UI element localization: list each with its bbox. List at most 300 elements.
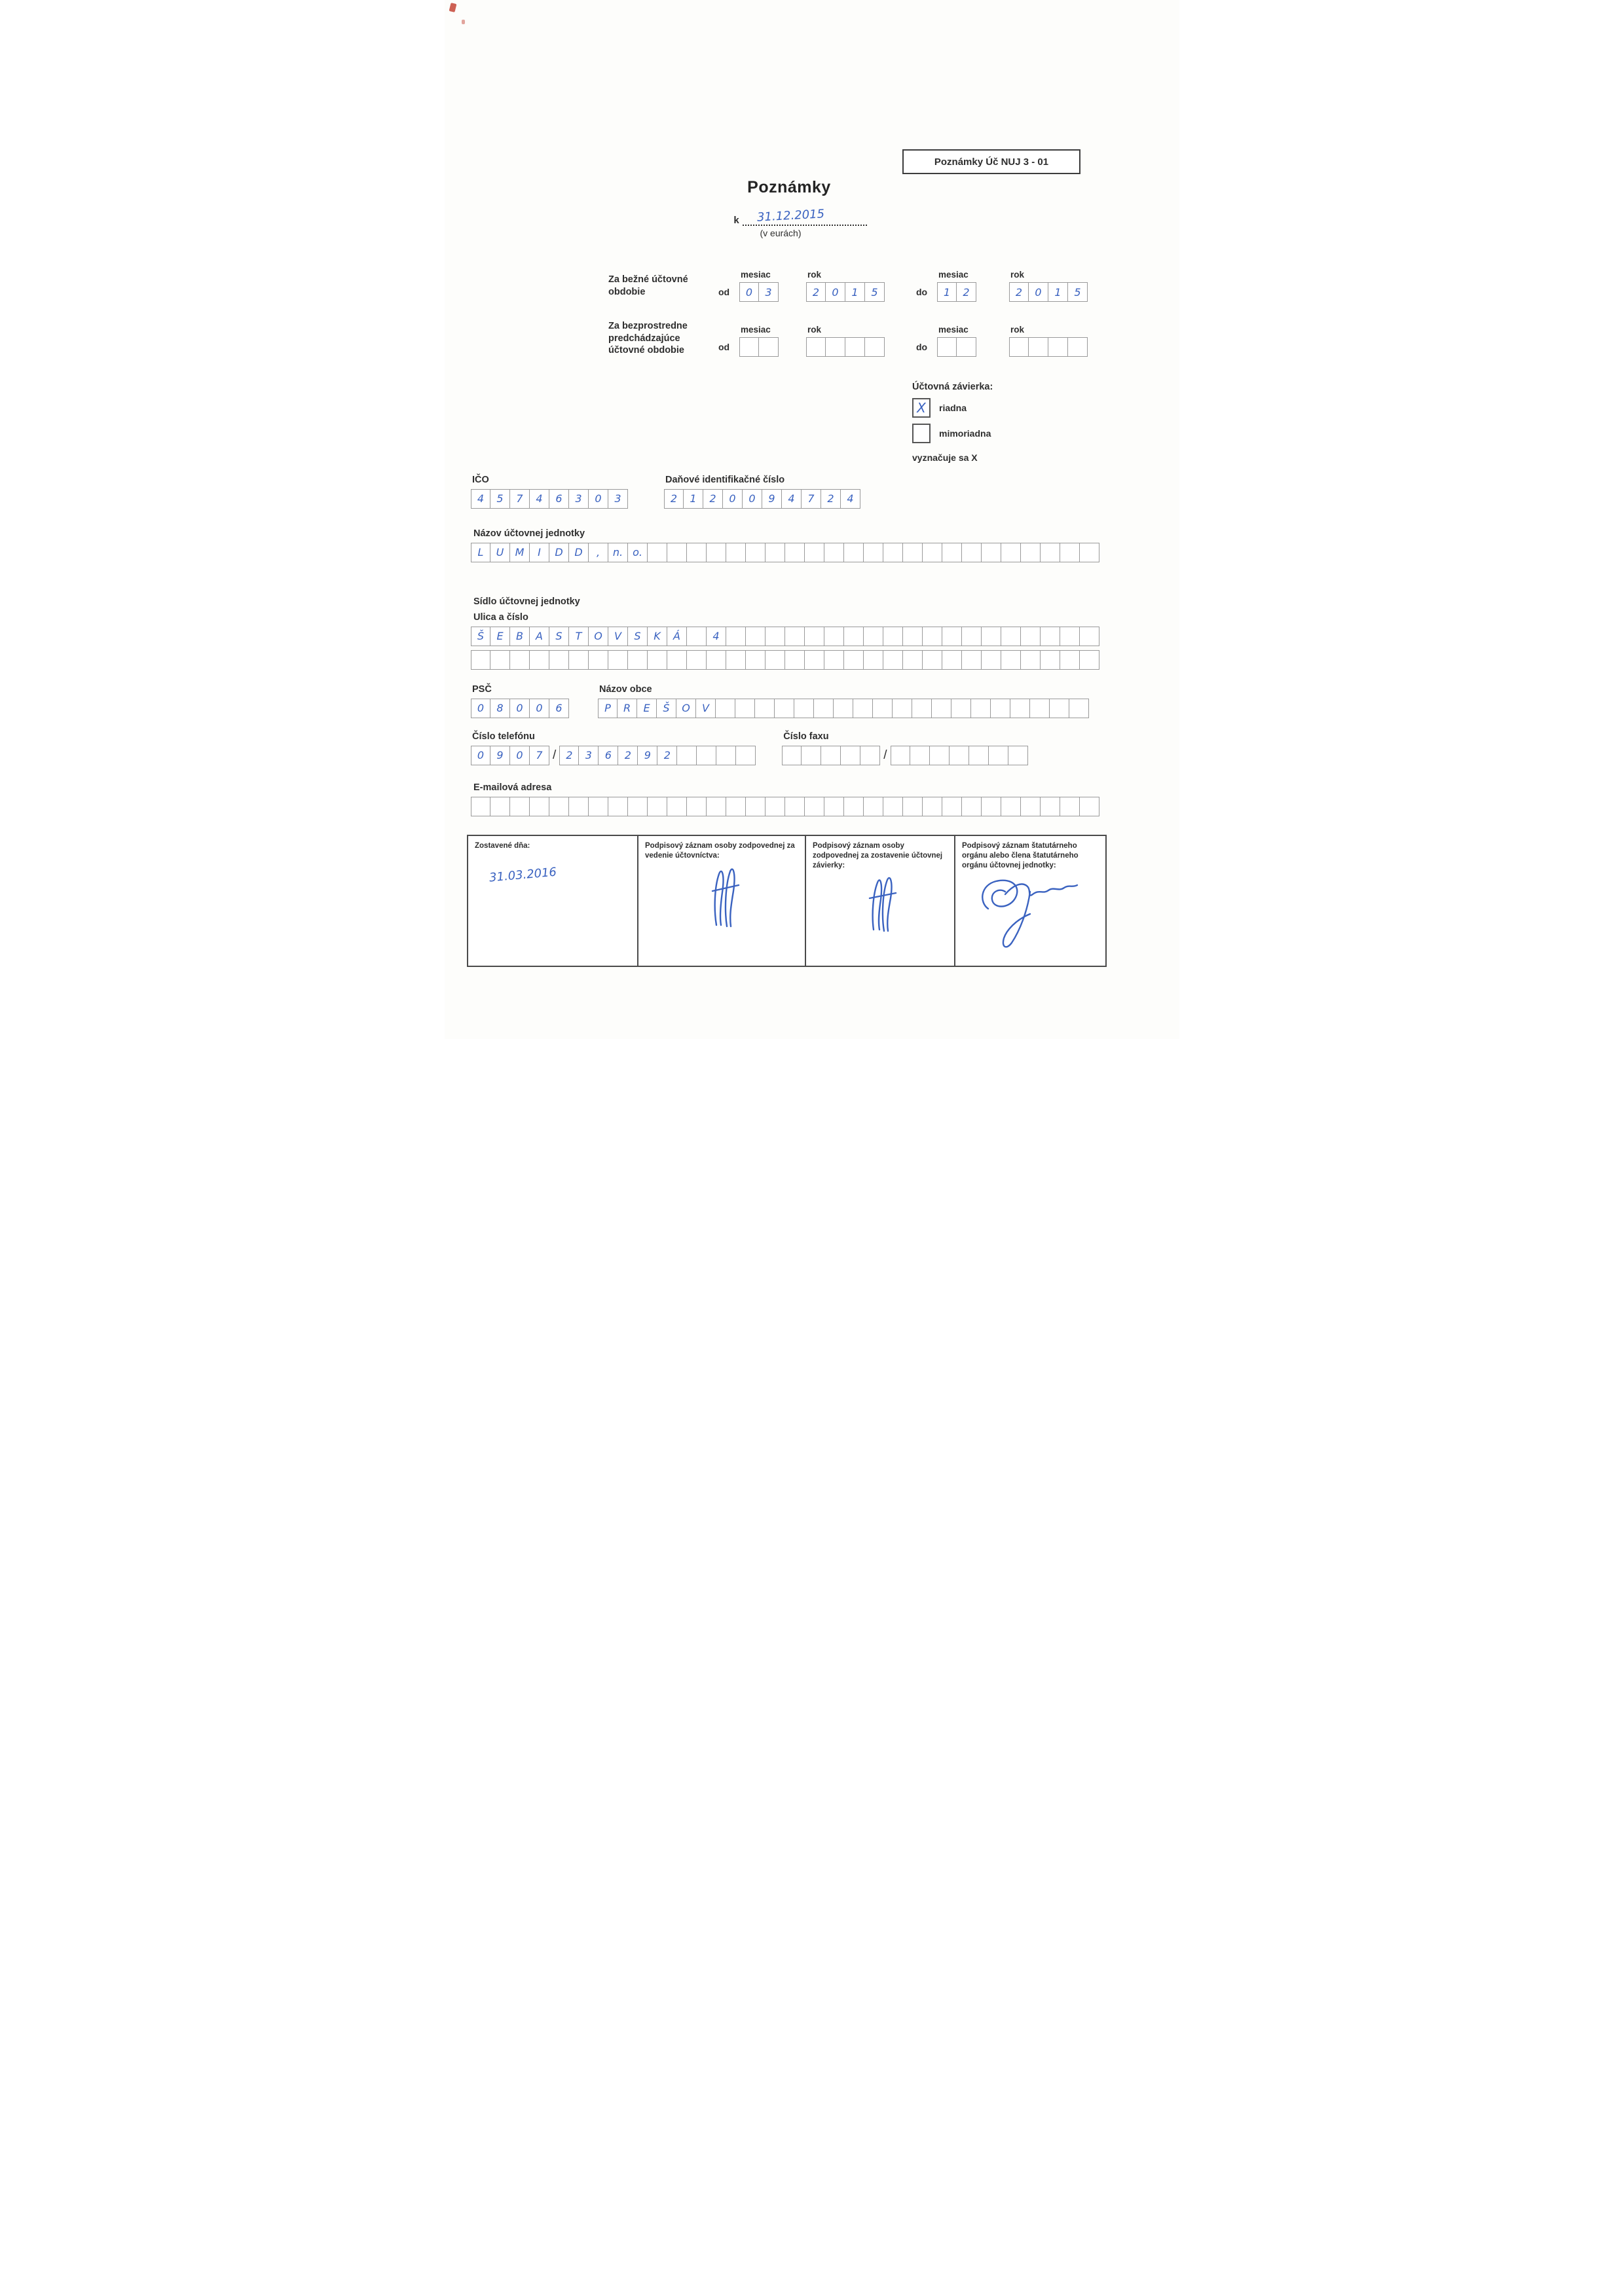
email-char-cell <box>844 797 864 816</box>
telefon-digit-cell: 9 <box>638 746 657 765</box>
fax-digit-cell <box>969 746 989 765</box>
current-od-rok-group <box>806 270 885 302</box>
email-char-cell <box>648 797 667 816</box>
ulica-char-cell <box>549 650 569 670</box>
psc-digit-cell: 0 <box>510 699 530 718</box>
ulica-cells-row2 <box>471 650 1157 670</box>
mesiac-cell: 0 <box>739 282 759 302</box>
nazov-char-cell <box>824 543 844 562</box>
ulica-char-cell <box>471 650 490 670</box>
rok-cell: 0 <box>1029 282 1048 302</box>
signature-cell-vedenie <box>638 836 806 966</box>
email-char-cell <box>824 797 844 816</box>
ulica-char-cell <box>962 650 982 670</box>
current-do-mesiac-cells <box>937 282 976 302</box>
email-char-cell <box>726 797 746 816</box>
nazov-char-cell <box>982 543 1001 562</box>
ulica-char-cell <box>982 650 1001 670</box>
rok-cell: 2 <box>806 282 826 302</box>
ulica-char-cell: Á <box>667 627 687 646</box>
fax-part1-cells <box>782 746 880 765</box>
email-char-cell <box>766 797 785 816</box>
previous-od-mesiac-group <box>739 325 779 357</box>
fax-digit-cell <box>989 746 1008 765</box>
email-char-cell <box>982 797 1001 816</box>
telefon-slash: / <box>553 748 557 762</box>
ulica-char-cell <box>1041 650 1060 670</box>
obec-char-cell <box>951 699 971 718</box>
obec-label: Názov obce <box>599 683 652 695</box>
ulica-char-cell <box>903 650 923 670</box>
dic-digit-cell: 2 <box>821 489 841 509</box>
obec-block <box>598 684 1089 718</box>
telefon-part2-cells <box>559 746 756 765</box>
email-char-cell <box>864 797 883 816</box>
ulica-char-cell <box>707 650 726 670</box>
ids-row <box>471 475 1157 509</box>
email-char-cell <box>549 797 569 816</box>
email-char-cell <box>923 797 942 816</box>
obec-char-cell <box>912 699 932 718</box>
fax-slash: / <box>883 748 887 762</box>
fax-digit-cell <box>860 746 880 765</box>
zavierka-section <box>912 382 1157 463</box>
ulica-char-cell: V <box>608 627 628 646</box>
form-code-text: Poznámky Úč NUJ 3 - 01 <box>934 156 1049 168</box>
email-char-cell <box>608 797 628 816</box>
nazov-char-cell: , <box>589 543 608 562</box>
email-char-cell <box>667 797 687 816</box>
fax-block <box>782 731 1027 765</box>
email-char-cell <box>707 797 726 816</box>
ulica-char-cell <box>864 627 883 646</box>
obec-char-cell <box>932 699 951 718</box>
ico-label: IČO <box>472 474 489 485</box>
nazov-char-cell <box>903 543 923 562</box>
nazov-char-cell <box>707 543 726 562</box>
nazov-char-cell <box>1041 543 1060 562</box>
ico-block <box>471 475 628 509</box>
psc-digit-cell: 8 <box>490 699 510 718</box>
obec-char-cell <box>775 699 794 718</box>
nazov-char-cell <box>766 543 785 562</box>
zostavene-dna-value: 31.03.2016 <box>489 865 557 885</box>
rok-cell <box>826 337 845 357</box>
obec-char-cell <box>834 699 853 718</box>
riadna-check-mark: X <box>917 399 926 416</box>
telefon-digit-cell: 2 <box>657 746 677 765</box>
telefon-boxes <box>471 746 756 765</box>
scanned-form-page <box>445 0 1179 1039</box>
rok-cell: 5 <box>1068 282 1088 302</box>
telefon-digit-cell <box>677 746 697 765</box>
od-label: od <box>718 287 730 297</box>
nazov-char-cell <box>746 543 766 562</box>
obec-char-cell <box>853 699 873 718</box>
od-label: od <box>718 341 730 352</box>
signature-statutar <box>966 871 1094 949</box>
email-char-cell <box>589 797 608 816</box>
ico-digit-cell: 4 <box>471 489 490 509</box>
nazov-char-cell <box>923 543 942 562</box>
signature-cell-statutar <box>955 836 1104 966</box>
mesiac-cell <box>739 337 759 357</box>
previous-od-rok-cells <box>806 337 885 357</box>
dic-block <box>664 475 860 509</box>
zavierka-mimoriadna-row <box>912 424 1157 443</box>
report-date-value: 31.12.2015 <box>756 207 825 225</box>
nazov-char-cell <box>1080 543 1099 562</box>
current-do-rok-group <box>1009 270 1088 302</box>
ulica-char-cell <box>530 650 549 670</box>
zavierka-note: vyznačuje sa X <box>912 452 978 463</box>
ulica-char-cell <box>883 650 903 670</box>
ulica-char-cell <box>785 650 805 670</box>
form-code-box <box>902 149 1080 174</box>
dic-digit-cell: 2 <box>664 489 684 509</box>
ulica-char-cell <box>510 650 530 670</box>
ulica-char-cell: 4 <box>707 627 726 646</box>
psc-digit-cell: 0 <box>471 699 490 718</box>
nazov-char-cell: L <box>471 543 490 562</box>
email-char-cell <box>903 797 923 816</box>
nazov-char-cell <box>962 543 982 562</box>
mesiac-cell: 2 <box>957 282 976 302</box>
nazov-label: Názov účtovnej jednotky <box>473 528 585 539</box>
ico-digit-cell: 4 <box>530 489 549 509</box>
obec-char-cell <box>971 699 991 718</box>
ulica-char-cell <box>687 627 707 646</box>
psc-obec-row <box>471 684 1157 718</box>
mimoriadna-checkbox <box>912 424 931 443</box>
obec-char-cell <box>794 699 814 718</box>
email-char-cell <box>805 797 824 816</box>
dic-digit-cell: 1 <box>684 489 703 509</box>
fax-digit-cell <box>930 746 950 765</box>
email-char-cell <box>490 797 510 816</box>
previous-period-row <box>608 320 1157 357</box>
ulica-char-cell <box>923 650 942 670</box>
sidlo-heading: Sídlo účtovnej jednotky <box>473 596 580 607</box>
nazov-char-cell <box>687 543 707 562</box>
signature-statutar-label: Podpisový záznam štatutárneho orgánu alebo člena štatutárneho orgánu účtovnej jednotky: <box>962 841 1079 869</box>
nazov-char-cell <box>844 543 864 562</box>
report-date-line <box>455 206 1145 226</box>
previous-do-mesiac-group <box>937 325 976 357</box>
currency-note: (v eurách) <box>760 228 802 238</box>
ico-digit-cell: 3 <box>608 489 628 509</box>
ulica-char-cell <box>1041 627 1060 646</box>
ulica-char-cell <box>746 650 766 670</box>
nazov-char-cell <box>785 543 805 562</box>
current-period-row <box>608 270 1157 302</box>
ulica-char-cell <box>805 650 824 670</box>
ulica-char-cell <box>942 650 962 670</box>
signature-zostavenie <box>850 873 910 941</box>
ulica-char-cell <box>962 627 982 646</box>
rok-cell <box>1029 337 1048 357</box>
tel-fax-row <box>471 731 1157 765</box>
obec-char-cell <box>1010 699 1030 718</box>
dic-digit-cell: 9 <box>762 489 782 509</box>
fax-digit-cell <box>1008 746 1028 765</box>
telefon-digit-cell: 2 <box>559 746 579 765</box>
k-label: k <box>733 215 739 226</box>
obec-char-cell <box>991 699 1010 718</box>
dic-cells <box>664 489 860 509</box>
ulica-char-cell: A <box>530 627 549 646</box>
mesiac-header: mesiac <box>938 324 969 335</box>
mesiac-header: mesiac <box>741 324 771 335</box>
zostavene-dna-cell <box>468 836 638 966</box>
previous-od-mesiac-cells <box>739 337 779 357</box>
psc-label: PSČ <box>472 683 492 695</box>
ulica-char-cell <box>1080 627 1099 646</box>
rok-cell <box>1009 337 1029 357</box>
email-char-cell <box>1041 797 1060 816</box>
ulica-char-cell <box>628 650 648 670</box>
rok-header: rok <box>1010 270 1025 280</box>
telefon-digit-cell <box>736 746 756 765</box>
email-char-cell <box>569 797 589 816</box>
mimoriadna-label: mimoriadna <box>939 428 991 439</box>
ulica-char-cell: E <box>490 627 510 646</box>
email-label: E-mailová adresa <box>473 782 552 793</box>
email-char-cell <box>1080 797 1099 816</box>
mesiac-cell <box>957 337 976 357</box>
nazov-char-cell <box>864 543 883 562</box>
ulica-char-cell <box>1001 650 1021 670</box>
zavierka-riadna-row <box>912 398 1157 418</box>
dic-digit-cell: 4 <box>841 489 860 509</box>
fax-digit-cell <box>841 746 860 765</box>
nazov-char-cell <box>805 543 824 562</box>
ulica-char-cell <box>903 627 923 646</box>
psc-digit-cell: 0 <box>530 699 549 718</box>
ulica-char-cell <box>1080 650 1099 670</box>
ulica-char-cell <box>608 650 628 670</box>
obec-char-cell <box>735 699 755 718</box>
rok-cell <box>806 337 826 357</box>
ulica-char-cell <box>824 627 844 646</box>
telefon-digit-cell: 9 <box>490 746 510 765</box>
ulica-char-cell <box>923 627 942 646</box>
ulica-char-cell <box>982 627 1001 646</box>
fax-digit-cell <box>821 746 841 765</box>
ulica-char-cell: T <box>569 627 589 646</box>
nazov-char-cell <box>883 543 903 562</box>
obec-char-cell <box>1030 699 1050 718</box>
mesiac-header: mesiac <box>741 270 771 280</box>
dic-digit-cell: 2 <box>703 489 723 509</box>
ico-digit-cell: 6 <box>549 489 569 509</box>
signature-zostavenie-label: Podpisový záznam osoby zodpovednej za zostavenie účtovnej závierky: <box>813 841 943 869</box>
ulica-char-cell: B <box>510 627 530 646</box>
ulica-char-cell <box>726 650 746 670</box>
mesiac-cell <box>937 337 957 357</box>
page-title: Poznámky <box>747 178 831 196</box>
obec-char-cell: O <box>676 699 696 718</box>
ico-cells <box>471 489 628 509</box>
dic-digit-cell: 4 <box>782 489 802 509</box>
telefon-label: Číslo telefónu <box>472 731 535 742</box>
telefon-digit-cell: 6 <box>599 746 618 765</box>
ulica-char-cell: Š <box>471 627 490 646</box>
fax-digit-cell <box>891 746 910 765</box>
ulica-char-cell <box>726 627 746 646</box>
email-char-cell <box>1021 797 1041 816</box>
telefon-digit-cell: 2 <box>618 746 638 765</box>
obec-char-cell: Š <box>657 699 676 718</box>
email-char-cell <box>1001 797 1021 816</box>
nazov-char-cell <box>942 543 962 562</box>
psc-block <box>471 684 569 718</box>
rok-header: rok <box>807 270 822 280</box>
obec-char-cell <box>873 699 893 718</box>
fax-part2-cells <box>891 746 1028 765</box>
ulica-char-cell <box>569 650 589 670</box>
ulica-char-cell <box>589 650 608 670</box>
fax-label: Číslo faxu <box>783 731 829 742</box>
previous-do-mesiac-cells <box>937 337 976 357</box>
nazov-char-cell <box>648 543 667 562</box>
nazov-char-cell: D <box>549 543 569 562</box>
psc-cells <box>471 699 569 718</box>
ico-digit-cell: 0 <box>589 489 608 509</box>
current-period-label: Za bežné účtovné obdobie <box>608 274 688 297</box>
ulica-char-cell <box>844 627 864 646</box>
email-char-cell <box>628 797 648 816</box>
fax-digit-cell <box>802 746 821 765</box>
ulica-char-cell <box>785 627 805 646</box>
dic-label: Daňové identifikačné číslo <box>665 474 785 485</box>
zavierka-title: Účtovná závierka: <box>912 381 993 392</box>
telefon-part1-cells <box>471 746 549 765</box>
ulica-char-cell <box>648 650 667 670</box>
email-char-cell <box>530 797 549 816</box>
ulica-char-cell <box>667 650 687 670</box>
nazov-char-cell <box>1060 543 1080 562</box>
nazov-char-cell: D <box>569 543 589 562</box>
obec-char-cell: P <box>598 699 618 718</box>
nazov-cells <box>471 543 1157 562</box>
zostavene-dna-label: Zostavené dňa: <box>475 841 530 850</box>
obec-char-cell <box>1050 699 1069 718</box>
obec-char-cell: V <box>696 699 716 718</box>
obec-char-cell <box>755 699 775 718</box>
telefon-digit-cell: 3 <box>579 746 599 765</box>
rok-cell <box>1048 337 1068 357</box>
ulica-char-cell: S <box>549 627 569 646</box>
dic-digit-cell: 7 <box>802 489 821 509</box>
obec-char-cell <box>716 699 735 718</box>
dic-digit-cell: 0 <box>723 489 743 509</box>
rok-cell <box>865 337 885 357</box>
obec-cells <box>598 699 1089 718</box>
nazov-char-cell <box>667 543 687 562</box>
do-label: do <box>916 341 928 352</box>
nazov-char-cell: U <box>490 543 510 562</box>
current-do-rok-cells <box>1009 282 1088 302</box>
ulica-char-cell <box>883 627 903 646</box>
ulica-char-cell <box>490 650 510 670</box>
email-char-cell <box>471 797 490 816</box>
fax-digit-cell <box>910 746 930 765</box>
telefon-digit-cell: 0 <box>471 746 490 765</box>
current-od-mesiac-group <box>739 270 779 302</box>
riadna-label: riadna <box>939 402 967 413</box>
nazov-char-cell: M <box>510 543 530 562</box>
ulica-char-cell: O <box>589 627 608 646</box>
rok-cell <box>1068 337 1088 357</box>
ulica-char-cell <box>687 650 707 670</box>
rok-cell: 2 <box>1009 282 1029 302</box>
ulica-cells-row1 <box>471 627 1157 646</box>
telefon-digit-cell <box>716 746 736 765</box>
rok-cell: 1 <box>1048 282 1068 302</box>
obec-char-cell <box>1069 699 1089 718</box>
ulica-char-cell <box>1060 650 1080 670</box>
rok-cell: 5 <box>865 282 885 302</box>
ulica-char-cell <box>1001 627 1021 646</box>
signature-cell-zostavenie <box>806 836 955 966</box>
current-od-mesiac-cells <box>739 282 779 302</box>
signature-vedenie-label: Podpisový záznam osoby zodpovednej za vedenie účtovníctva: <box>645 841 795 860</box>
obec-char-cell <box>893 699 912 718</box>
ico-digit-cell: 3 <box>569 489 589 509</box>
previous-period-label: Za bezprostredne predchádzajúce účtovné obdobie <box>608 321 688 356</box>
nazov-char-cell <box>1001 543 1021 562</box>
email-char-cell <box>1060 797 1080 816</box>
mesiac-cell <box>759 337 779 357</box>
mesiac-cell: 1 <box>937 282 957 302</box>
telefon-block <box>471 731 756 765</box>
dic-digit-cell: 0 <box>743 489 762 509</box>
email-char-cell <box>962 797 982 816</box>
signature-table <box>467 835 1107 967</box>
ulica-char-cell: K <box>648 627 667 646</box>
rok-cell: 1 <box>845 282 865 302</box>
nazov-char-cell <box>1021 543 1041 562</box>
ico-digit-cell: 5 <box>490 489 510 509</box>
ulica-char-cell <box>746 627 766 646</box>
psc-digit-cell: 6 <box>549 699 569 718</box>
previous-do-rok-group <box>1009 325 1088 357</box>
nazov-char-cell: I <box>530 543 549 562</box>
email-char-cell <box>746 797 766 816</box>
ulica-char-cell <box>844 650 864 670</box>
current-od-rok-cells <box>806 282 885 302</box>
ulica-label: Ulica a číslo <box>473 611 528 623</box>
nazov-char-cell <box>726 543 746 562</box>
previous-do-rok-cells <box>1009 337 1088 357</box>
ulica-char-cell <box>864 650 883 670</box>
ulica-char-cell <box>766 627 785 646</box>
fax-digit-cell <box>950 746 969 765</box>
scan-artifact <box>449 3 457 12</box>
email-char-cell <box>510 797 530 816</box>
do-label: do <box>916 287 928 297</box>
rok-header: rok <box>1010 324 1025 335</box>
obec-char-cell <box>814 699 834 718</box>
telefon-digit-cell: 7 <box>530 746 549 765</box>
ulica-char-cell <box>1021 650 1041 670</box>
fax-boxes <box>782 746 1027 765</box>
mesiac-cell: 3 <box>759 282 779 302</box>
ulica-char-cell <box>824 650 844 670</box>
riadna-checkbox <box>912 398 931 418</box>
email-char-cell <box>883 797 903 816</box>
